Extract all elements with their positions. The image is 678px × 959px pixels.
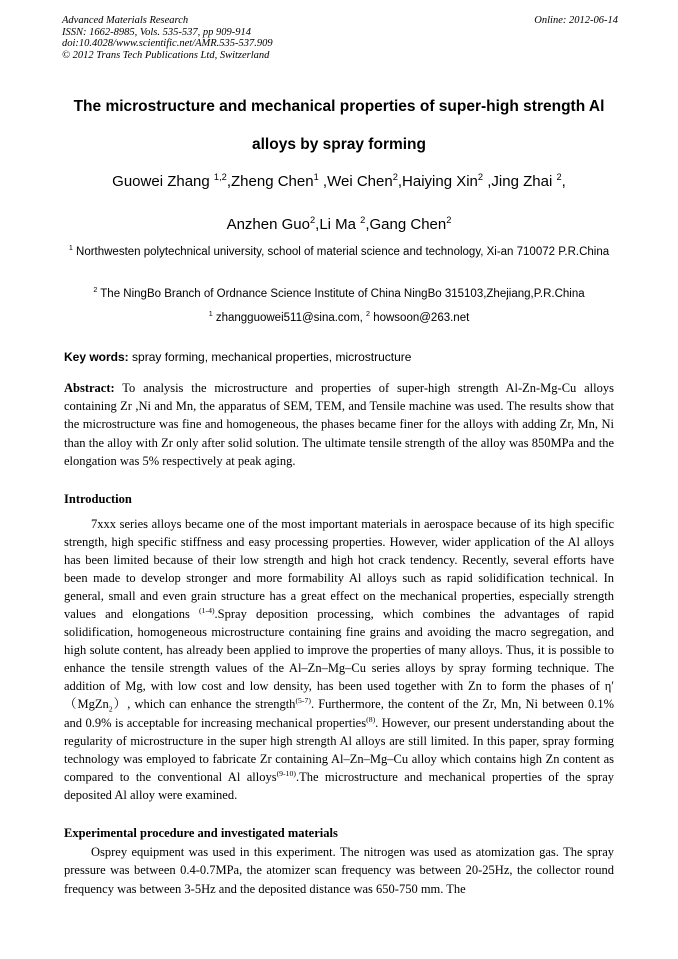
author-line-1 (50, 160, 628, 203)
copyright-line: © 2012 Trans Tech Publications Ltd, Switzerland (62, 49, 270, 61)
email-2: howsoon@263.net (370, 312, 470, 324)
author-affil-mark: 2 (360, 215, 366, 225)
author-separator: , (365, 216, 370, 233)
email-mark: 2 (366, 310, 371, 319)
affiliation-mark: 1 (68, 244, 73, 253)
author-list (50, 160, 628, 246)
introduction-heading: Introduction (64, 492, 132, 506)
author-affil-mark: 2 (309, 215, 316, 225)
email-mark: 1 (208, 310, 213, 319)
experimental-heading: Experimental procedure and investigated materials (64, 826, 338, 840)
subscript: 2 (108, 704, 113, 714)
title-line-2: alloys by spray forming (252, 136, 426, 153)
journal-name: Advanced Materials Research (62, 15, 189, 26)
affiliation-mark: 2 (93, 286, 98, 295)
experimental-paragraph (64, 843, 614, 898)
introduction-paragraph (64, 515, 614, 804)
title-line-1: The microstructure and mechanical properties of super-high strength Al (73, 98, 605, 115)
email-1: zhangguowei511@sina.com, (212, 312, 367, 324)
journal-header (62, 15, 618, 61)
author-affil-mark: 2 (556, 172, 562, 182)
author-name: Li Ma (319, 216, 361, 233)
abstract-label: Abstract: (64, 381, 115, 395)
intro-text: . However, our present understanding about the regularity of microstructure in the super high strength Al alloys are still limited. In this paper, spray forming technology was employed to fabricate Zr containing Al–Zn–Mg–Cu alloy which contains high Zn content as compared to the conventional Al alloys (64, 715, 614, 784)
author-separator: , (318, 173, 328, 190)
online-date: Online: 2012-06-14 (534, 15, 618, 26)
affiliation-2 (64, 285, 614, 304)
intro-text: . Furthermore, the content of the Zr, Mn, Ni between 0.1% and 0.9% is acceptable for increasing mechanical properties (64, 697, 614, 730)
author-affil-mark: 2 (392, 172, 398, 182)
experimental-text: Osprey equipment was used in this experiment. The nitrogen was used as atomization gas. The spray pressure was between 0.4-0.7MPa, the atomizer scan frequency was between 20-25Hz, the collector round frequency was between 3-5Hz and the deposited distance was 650-750 mm. The (64, 845, 614, 896)
citation: (9-10) (276, 768, 296, 778)
keywords-text: spray forming, mechanical properties, microstructure (128, 350, 412, 364)
doi-line: doi:10.4028/www.scientific.net/AMR.535-537.909 (62, 38, 273, 49)
author-name: Gang Chen (369, 216, 447, 233)
author-separator: , (226, 173, 232, 190)
author-affil-mark: 1 (313, 172, 319, 182)
author-affil-mark: 2 (477, 172, 484, 182)
issn-line: ISSN: 1662-8985, Vols. 535-537, pp 909-914 (62, 26, 251, 38)
author-affil-mark: 2 (446, 215, 452, 225)
citation: (8) (366, 714, 376, 724)
citation: (5-7) (295, 696, 311, 706)
intro-text: .Spray deposition processing, which combines the advantages of rapid solidification, homogeneous microstructure containing fine grains and avoiding the macro segregation, and high solute content, has already been applied to improve the properties of many alloys. Thus, it is possible to enhance the tensile strength values of the Al–Zn–Mg–Cu series alloys by spray forming technique. The addition of Mg, with low cost and low density, has been used together with Zn to form the phases of η′（MgZn (64, 607, 614, 712)
abstract (64, 379, 614, 470)
intro-text: .The microstructure and mechanical properties of the spray deposited Al alloy were examined. (64, 769, 614, 802)
author-name: Zheng Chen (231, 173, 314, 190)
keywords-label: Key words: (64, 350, 129, 364)
author-name: Jing Zhai (491, 173, 557, 190)
keywords (64, 349, 614, 365)
affiliation-text: Northwesten polytechnical university, school of material science and technology, Xi-an 710072 P.R.China (72, 246, 610, 258)
paper-title (50, 88, 628, 164)
author-separator: , (397, 173, 403, 190)
abstract-text: To analysis the microstructure and properties of super-high strength Al-Zn-Mg-Cu alloys containing Zr ,Ni and Mn, the apparatus of SEM, TEM, and Tensile machine was used. The results show that the microstructure was fine and homogeneous, the phases became finer for the alloys with adding Zr, Mn, Ni than the alloy with Zr only after solid solution. The ultimate tensile strength of the alloy was 850MPa and the elongation was 5% respectively at peak aging. (64, 381, 614, 468)
citation: (1-4) (199, 606, 215, 616)
intro-text: ）, which can enhance the strength (112, 697, 296, 712)
author-name: Guowei Zhang (112, 173, 214, 190)
author-line-2 (50, 203, 628, 246)
intro-text: 7xxx series alloys became one of the most important materials in aerospace because of its high specific strength, high specific stiffness and easy processing properties. However, wider application of the Al alloys has been limited because of their low strength and high hot crack tendency. Recently, several efforts have been made to develop stronger and more formability Al alloys such as rapid solidification technical. In general, small and even grain structure has a great effect on the mechanical properties, especially strength values and elongations (64, 517, 614, 622)
author-name: Wei Chen (327, 173, 393, 190)
affiliation-1 (64, 243, 614, 262)
author-separator: , (315, 216, 320, 233)
author-name: Haiying Xin (402, 173, 478, 190)
author-name: Anzhen Guo (226, 216, 310, 233)
author-affil-mark: 1,2 (213, 172, 227, 182)
author-emails (64, 309, 614, 328)
author-separator: , (483, 173, 492, 190)
author-separator: , (561, 173, 566, 190)
affiliation-text: The NingBo Branch of Ordnance Science Institute of China NingBo 315103,Zhejiang,P.R.China (97, 288, 585, 300)
